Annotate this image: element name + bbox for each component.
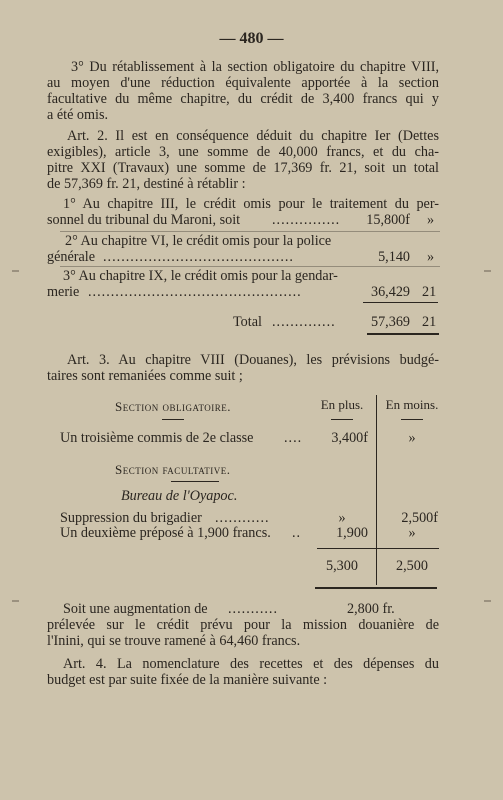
heading-dash	[171, 481, 219, 482]
para2-line4: de 57,369 fr. 21, destiné à rétablir :	[47, 176, 246, 192]
total-leader: ..............	[272, 314, 336, 330]
row1-plus: 3,400f	[331, 430, 368, 446]
page-number: — 480 —	[219, 30, 284, 47]
row3-label: Un deuxième préposé à 1,900 francs.	[60, 525, 271, 541]
para1-line4: a été omis.	[47, 107, 109, 123]
item3-line1: 3° Au chapitre IX, le crédit omis pour la gendar-	[63, 268, 338, 284]
section-obligatoire: Section obligatoire.	[115, 399, 232, 414]
item2-leader: ..........................................	[103, 249, 294, 265]
row2-plus: »	[338, 510, 346, 526]
item1-suffix: »	[427, 212, 435, 228]
para4-line1-leader: ...........	[228, 601, 279, 617]
row1-moins: »	[408, 430, 416, 446]
separator	[60, 266, 440, 267]
para1-line1: 3° Du rétablissement à la section obligatoire du chapitre VIII,	[71, 59, 439, 75]
item3-suffix: 21	[422, 284, 437, 300]
item2-line2: générale	[47, 249, 96, 265]
para2-line3: pitre XXI (Travaux) une somme de 17,369 fr. 21, soit un total	[47, 160, 439, 176]
bureau-heading: Bureau de l'Oyapoc.	[121, 488, 238, 504]
sum-moins: 2,500	[396, 558, 428, 574]
row1-label: Un troisième commis de 2e classe	[60, 430, 254, 446]
heading-dash	[331, 419, 353, 420]
sum-plus: 5,300	[326, 558, 358, 574]
heading-dash	[162, 419, 184, 420]
margin-mark	[484, 270, 491, 272]
para3-line2: taires sont remaniées comme suit ;	[47, 368, 243, 384]
item3-amount: 36,429	[370, 284, 410, 300]
total-rule	[367, 333, 439, 335]
col-header-plus: En plus.	[320, 397, 364, 412]
para2-line1: Art. 2. Il est en conséquence déduit du chapitre Ier (Dettes	[67, 128, 439, 144]
item1-leader: ...............	[272, 212, 341, 228]
row2-label: Suppression du brigadier	[60, 510, 202, 526]
item2-amount: 5,140	[378, 249, 410, 265]
heading-dash	[401, 419, 423, 420]
item2-suffix: »	[427, 249, 435, 265]
col-header-moins: En moins.	[385, 397, 439, 412]
para5-line1: Art. 4. La nomenclature des recettes et des dépenses du	[63, 656, 439, 672]
item3-leader: ...............................................	[88, 284, 302, 300]
margin-mark	[12, 600, 19, 602]
sum-rule	[317, 548, 439, 549]
row2-moins: 2,500f	[401, 510, 438, 526]
row1-leader: ....	[284, 430, 303, 446]
item3-line2: merie	[47, 284, 80, 300]
para5-line2: budget est par suite fixée de la manière suivante :	[47, 672, 328, 688]
row3-leader: ..	[292, 525, 302, 541]
para2-line2: exigibles), article 3, une somme de 40,000 francs, et du cha-	[47, 144, 439, 160]
item1-line1: 1° Au chapitre III, le crédit omis pour le traitement du per-	[63, 196, 439, 212]
margin-mark	[484, 600, 491, 602]
column-divider	[376, 395, 377, 585]
total-amount: 57,369	[370, 314, 410, 330]
item2-line1: 2° Au chapitre VI, le crédit omis pour la police	[65, 233, 332, 249]
para4-line2: prélevée sur le crédit prévu pour la mission douanière de	[47, 617, 439, 633]
margin-mark	[12, 270, 19, 272]
row3-plus: 1,900	[336, 525, 368, 541]
para3-line1: Art. 3. Au chapitre VIII (Douanes), les prévisions budgé-	[67, 352, 439, 368]
para4-line3: l'Inini, qui se trouve ramené à 64,460 francs.	[47, 633, 301, 649]
row3-moins: »	[408, 525, 416, 541]
row2-leader: ............	[215, 510, 270, 526]
section-facultative: Section facultative.	[115, 462, 231, 477]
item1-amount: 15,800f	[366, 212, 410, 228]
sum-rule	[363, 302, 438, 303]
total-rule	[315, 587, 437, 589]
para1-line3: facultative du même chapitre, du crédit de 3,400 francs qui y	[47, 91, 439, 107]
separator	[60, 231, 440, 232]
para4-line1-amount: 2,800 fr.	[347, 601, 395, 617]
total-label: Total	[233, 314, 262, 330]
total-suffix: 21	[422, 314, 437, 330]
para4-line1-label: Soit une augmentation de	[63, 601, 208, 617]
para1-line2: au moyen d'une réduction équivalente apportée à la section	[47, 75, 439, 91]
item1-line2: sonnel du tribunal du Maroni, soit	[47, 212, 241, 228]
